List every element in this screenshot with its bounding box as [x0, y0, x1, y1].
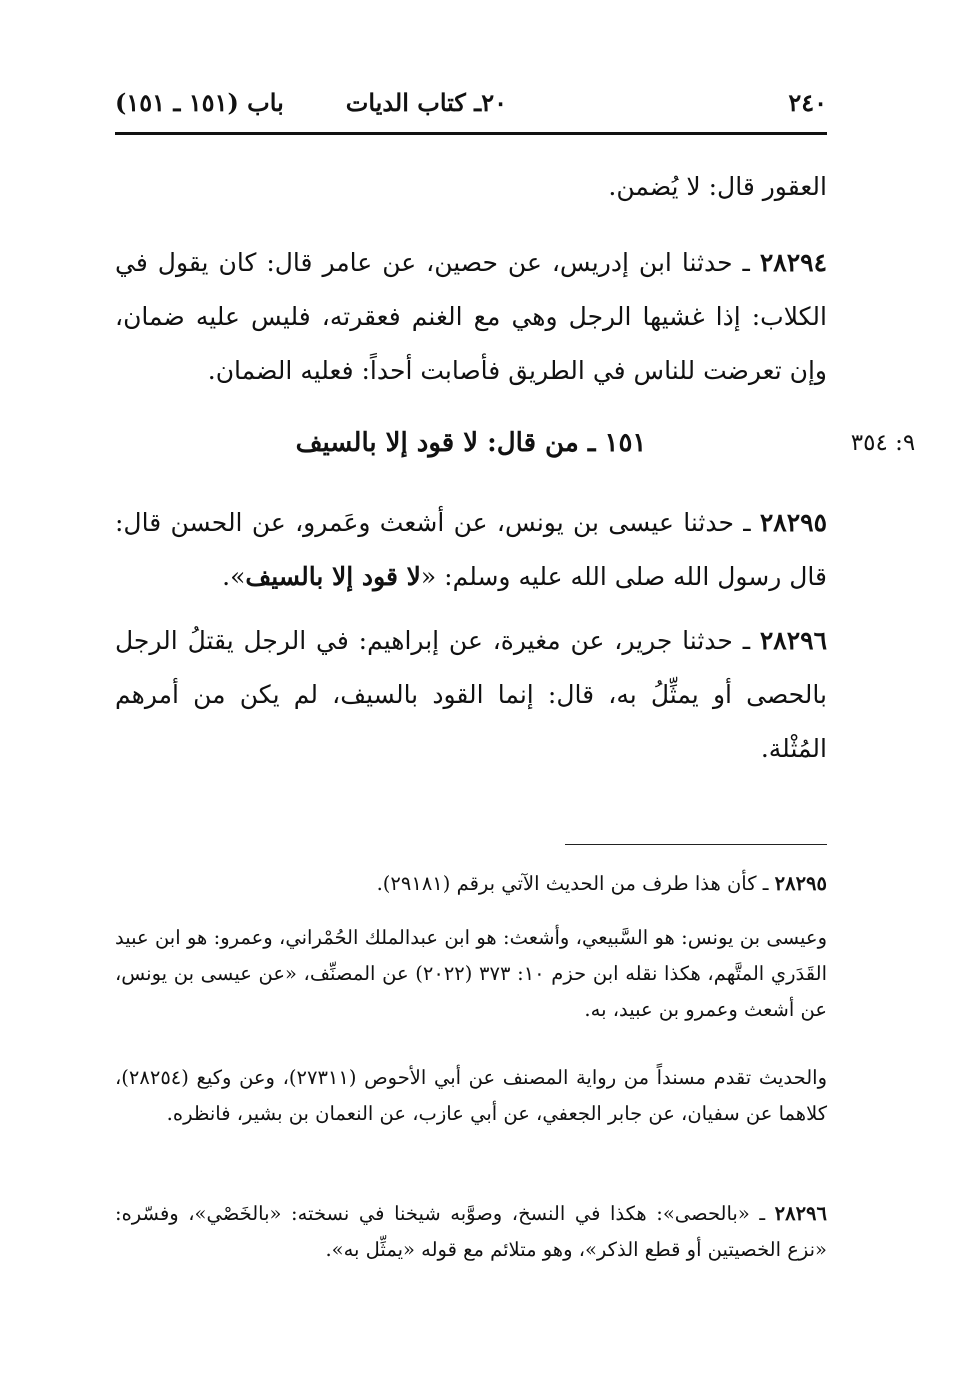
- hadith-number: ٢٨٢٩٦: [759, 626, 827, 655]
- header-rule: [115, 132, 827, 135]
- hadith-text: ـ حدثنا ابن إدريس، عن حصين، عن عامر قال: كان يقول في الكلاب: إذا غشيها الرجل وهي مع الغنم فعقرته، فليس عليه ضمان، وإن تعرضت للناس في الطريق فأصابت أحداً: فعليه الضمان.: [115, 248, 827, 385]
- margin-reference: ٩: ٣٥٤: [850, 430, 916, 456]
- running-header: [115, 82, 827, 130]
- footnote-cross-reference: [115, 1060, 827, 1132]
- footnote-text: ـ «بالحصى»: هكذا في النسخ، وصوَّبه شيخنا في نسخته: «بالخَصْي»، وفسّره: «نزع الخصيتين أو قطع الذكر»، وهو متلائم مع قوله «يمثِّل به».: [115, 1202, 827, 1261]
- hadith-number: ٢٨٢٩٤: [759, 248, 827, 277]
- hadith-quote: لا قود إلا بالسيف: [245, 562, 421, 591]
- hadith-text: ـ حدثنا عيسى بن يونس، عن أشعث وعَمرو، عن الحسن قال: قال رسول الله صلى الله عليه وسلم: «: [115, 508, 827, 591]
- paragraph-text: العقور قال: لا يُضمن.: [608, 172, 827, 201]
- book-title: ٢٠ـ كتاب الديات: [345, 88, 507, 117]
- hadith-text-end: ».: [222, 562, 246, 591]
- chapter-range: باب (١٥١ ـ ١٥١): [115, 88, 284, 117]
- hadith-number: ٢٨٢٩٥: [759, 508, 827, 537]
- paragraph-continuation: [115, 160, 827, 214]
- footnote-number: ٢٨٢٩٦: [774, 1202, 827, 1225]
- page-number: ٢٤٠: [788, 88, 827, 117]
- hadith-28296: [115, 614, 827, 776]
- section-heading: ١٥١ ـ من قال: لا قود إلا بالسيف: [295, 428, 647, 458]
- footnote-text: وعيسى بن يونس: هو السَّبيعي، وأشعث: هو ابن عبدالملك الحُمْراني، وعمرو: هو ابن عبيد القَدَري المتَّهم، هكذا نقله ابن حزم ١٠: ٣٧٣ (٢٠٢٢) عن المصنِّف، «عن عيسى بن يونس، عن أشعث وعمرو بن عبيد، به.: [115, 926, 827, 1021]
- footnote-number: ٢٨٢٩٥: [774, 872, 827, 895]
- footnote-text: والحديث تقدم مسنداً من رواية المصنف عن أبي الأحوص (٢٧٣١١)، وعن وكيع (٢٨٢٥٤)، كلاهما عن سفيان، عن جابر الجعفي، عن أبي عازب، عن النعمان بن بشير، فانظره.: [115, 1066, 828, 1125]
- hadith-28294: [115, 236, 827, 398]
- hadith-text: ـ حدثنا جرير، عن مغيرة، عن إبراهيم: في الرجل يقتلُ الرجل بالحصى أو يمثِّلُ به، قال: إنما القود بالسيف، لم يكن من أمرهم المُثْلة.: [115, 626, 827, 763]
- footnote-28296: [115, 1196, 827, 1268]
- footnote-text: ـ كأن هذا طرف من الحديث الآتي برقم (٢٩١٨١).: [376, 872, 775, 895]
- footnote-narrators: [115, 920, 827, 1028]
- footnote-rule: [565, 844, 827, 845]
- hadith-28295: [115, 496, 827, 604]
- footnote-28295: [115, 866, 827, 902]
